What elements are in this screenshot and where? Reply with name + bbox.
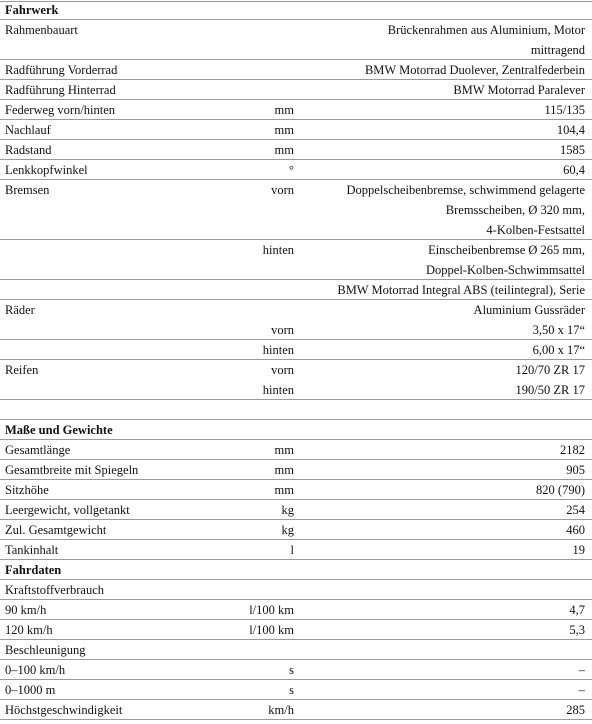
row-value: Brückenrahmen aus Aluminium, Motor [387,23,585,37]
table-row [0,600,592,620]
table-row [0,220,592,240]
table-row [0,60,592,80]
row-unit: mm [274,143,294,157]
row-value: mittragend [530,43,585,57]
row-unit: mm [274,123,294,137]
row-unit: l [290,543,294,557]
row-unit: mm [274,103,294,117]
table-row [0,120,592,140]
row-value: BMW Motorrad Duolever, Zentralfederbein [364,63,585,77]
row-value: 6,00 x 17“ [532,343,585,357]
row-value: Doppelscheibenbremse, schwimmend gelagerte [346,183,585,197]
row-unit: hinten [262,343,294,357]
row-value: 2182 [560,443,585,457]
table-row [0,80,592,100]
row-unit: mm [274,463,294,477]
row-value: 254 [566,503,585,517]
table-row [0,500,592,520]
table-row [0,700,592,720]
table-row [0,580,592,600]
row-value: 905 [566,463,585,477]
row-unit: kg [281,503,294,517]
row-value: 285 [566,703,585,717]
section-title: Fahrdaten [5,563,62,577]
table-row [0,20,592,40]
row-label: Radführung Vorderrad [5,63,118,77]
table-row [0,40,592,60]
row-value: – [578,663,585,677]
table-row [0,520,592,540]
table-row [0,660,592,680]
row-value: 3,50 x 17“ [532,323,585,337]
row-value: Bremsscheiben, Ø 320 mm, [445,203,585,217]
table-row [0,240,592,260]
table-row [0,400,592,420]
section-heading [0,560,592,580]
table-row [0,140,592,160]
row-value: 460 [566,523,585,537]
row-unit: s [289,683,294,697]
row-unit: ° [289,163,294,177]
row-label: Rahmenbauart [5,23,78,37]
row-unit: vorn [271,323,294,337]
table-row [0,460,592,480]
row-value: 115/135 [544,103,585,117]
row-label: 120 km/h [5,623,53,637]
row-value: 19 [572,543,585,557]
table-row [0,480,592,500]
table-row [0,380,592,400]
row-unit: mm [274,483,294,497]
row-unit: kg [281,523,294,537]
table-row [0,160,592,180]
table-row [0,100,592,120]
row-label: Gesamtbreite mit Spiegeln [5,463,139,477]
row-value: 1585 [560,143,585,157]
section-heading [0,0,592,20]
table-row [0,200,592,220]
row-label: Räder [5,303,35,317]
row-value: 120/70 ZR 17 [515,363,585,377]
table-row [0,340,592,360]
row-label: Leergewicht, vollgetankt [5,503,130,517]
table-row [0,680,592,700]
row-unit: l/100 km [249,623,294,637]
row-label: Tankinhalt [5,543,59,557]
row-separator [0,719,592,720]
row-value: 820 (790) [536,483,585,497]
section-title: Maße und Gewichte [5,423,113,437]
row-label: Zul. Gesamtgewicht [5,523,107,537]
row-unit: vorn [271,363,294,377]
row-label: 90 km/h [5,603,47,617]
table-row [0,320,592,340]
row-label: Sitzhöhe [5,483,49,497]
row-value: 190/50 ZR 17 [515,383,585,397]
row-label: Radführung Hinterrad [5,83,116,97]
row-value: BMW Motorrad Integral ABS (teilintegral), Serie [337,283,585,297]
section-title: Fahrwerk [5,3,59,17]
table-row [0,280,592,300]
row-unit: hinten [262,243,294,257]
row-value: Aluminium Gussräder [473,303,585,317]
table-row [0,260,592,280]
row-unit: km/h [268,703,294,717]
row-label: Gesamtlänge [5,443,71,457]
row-label: Federweg vorn/hinten [5,103,116,117]
row-label: 0–100 km/h [5,663,66,677]
table-row [0,440,592,460]
row-label: Bremsen [5,183,50,197]
row-value: – [578,683,585,697]
row-value: 4-Kolben-Festsattel [486,223,585,237]
section-heading [0,420,592,440]
row-unit: s [289,663,294,677]
row-value: BMW Motorrad Paralever [453,83,585,97]
table-row [0,640,592,660]
row-value: 60,4 [563,163,585,177]
row-label: Lenkkopfwinkel [5,163,88,177]
row-label: Reifen [5,363,39,377]
row-unit: hinten [262,383,294,397]
row-label: Beschleunigung [5,643,86,657]
row-label: Höchstgeschwindigkeit [5,703,123,717]
row-label: Kraftstoffverbrauch [5,583,105,597]
row-value: 5,3 [569,623,585,637]
row-unit: l/100 km [249,603,294,617]
table-row [0,180,592,200]
row-value: Doppel-Kolben-Schwimmsattel [426,263,585,277]
row-unit: mm [274,443,294,457]
table-row [0,300,592,320]
table-row [0,620,592,640]
table-row [0,360,592,380]
table-row [0,540,592,560]
row-label: Nachlauf [5,123,51,137]
row-value: 4,7 [569,603,585,617]
row-label: Radstand [5,143,52,157]
row-value: 104,4 [556,123,585,137]
row-label: 0–1000 m [5,683,56,697]
row-value: Einscheibenbremse Ø 265 mm, [428,243,585,257]
row-unit: vorn [271,183,294,197]
